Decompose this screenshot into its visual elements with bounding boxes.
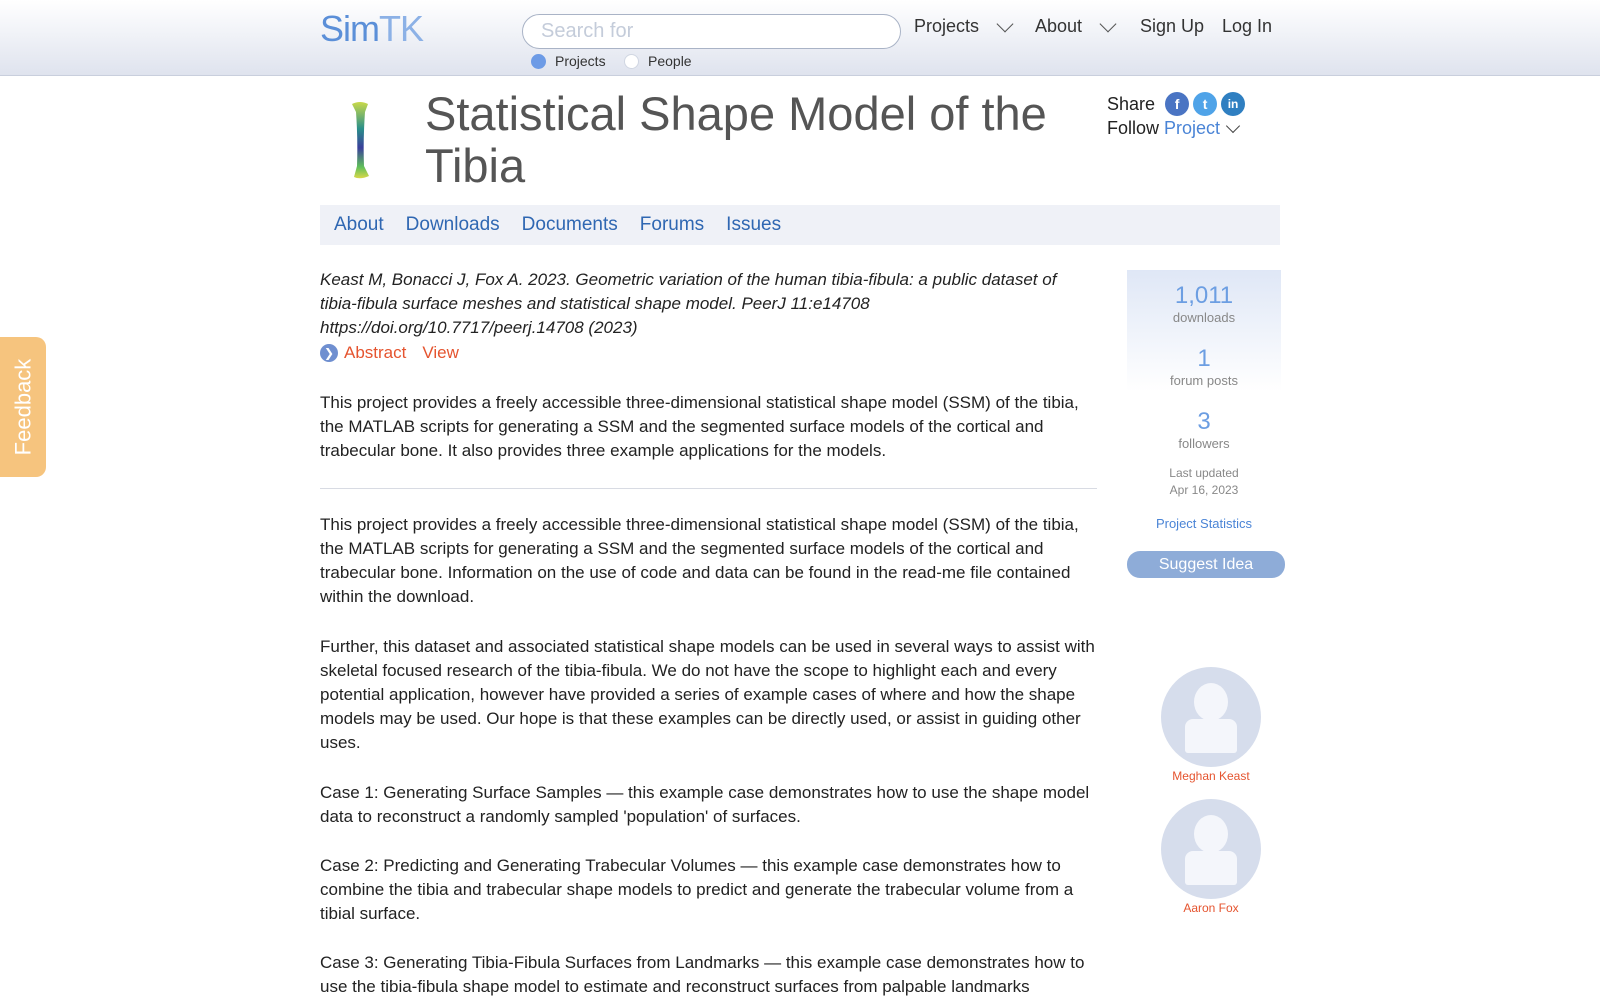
project-statistics-link[interactable]: Project Statistics: [1155, 516, 1253, 531]
tab-issues[interactable]: Issues: [726, 214, 782, 235]
followers-label: followers: [1178, 436, 1230, 451]
followers-count: 3: [1197, 408, 1211, 435]
project-stats: [1127, 270, 1281, 540]
case-paragraph: Case 1: Generating Surface Samples — this example case demonstrates how to use the shape model data to reconstruct a randomly sampled 'population' of surfaces.: [320, 783, 1090, 826]
forum-posts-label: forum posts: [1170, 373, 1238, 388]
nav-projects-label: Projects: [914, 16, 980, 36]
share-label: Share: [1107, 93, 1156, 114]
radio-projects-label: Projects: [555, 53, 606, 69]
chevron-down-icon: [997, 15, 1014, 32]
nav-login-label: Log In: [1222, 16, 1273, 36]
case-paragraph: Case 3: Generating Tibia-Fibula Surfaces from Landmarks — this example case demonstrates how to use the tibia-fibula shape model to estimate and reconstruct surfaces from palpable landmarks: [320, 953, 1085, 996]
downloads-label: downloads: [1172, 310, 1236, 325]
description-paragraph: Further, this dataset and associated statistical shape models can be used in several ways to assist with skeletal focused research of the tibia-fibula. We do not have the scope to highlight each and every potential application, however have provided a series of example cases of where and how the shape models may be used. Our hope is that these examples can be directly used, or assist in guiding other uses.: [320, 637, 1095, 752]
share-row: [1107, 92, 1245, 116]
forum-posts-count: 1: [1197, 345, 1211, 372]
description-paragraph: This project provides a freely accessible three-dimensional statistical shape model (SSM) of the tibia, the MATLAB scripts for generating a SSM and the segmented surface models of the cortical and trabecular bone. Information on the use of code and data can be found in the read-me file contained within the download.: [320, 515, 1079, 606]
nav-about[interactable]: [1035, 16, 1114, 37]
radio-projects-dot[interactable]: [531, 54, 546, 69]
chevron-down-icon[interactable]: [1226, 118, 1240, 132]
member-name-link[interactable]: Meghan Keast: [1172, 769, 1250, 783]
radio-people[interactable]: [624, 51, 692, 71]
member-name-link[interactable]: Aaron Fox: [1183, 901, 1239, 915]
tab-downloads[interactable]: Downloads: [405, 214, 500, 235]
radio-people-dot[interactable]: [624, 54, 639, 69]
tab-documents[interactable]: Documents: [521, 214, 618, 235]
nav-projects[interactable]: [914, 16, 1011, 37]
nav-signup[interactable]: [1140, 16, 1204, 37]
page-title: Statistical Shape Model of the Tibia: [425, 87, 1047, 192]
last-updated-label: Last updated: [1169, 466, 1239, 480]
user-avatar-icon[interactable]: [1161, 667, 1261, 767]
citation-text: Keast M, Bonacci J, Fox A. 2023. Geometric variation of the human tibia-fibula: a public dataset of tibia-fibula surface meshes and statistical shape model. PeerJ 11:e14708 https://doi.org/10.7717/peerj.14708 (2023): [320, 270, 1057, 337]
simtk-logo[interactable]: [320, 8, 423, 50]
tab-about[interactable]: About: [334, 214, 384, 235]
project-tabs: [320, 205, 1280, 245]
follow-project-link[interactable]: Project: [1164, 118, 1221, 138]
user-avatar-icon[interactable]: [1161, 799, 1261, 899]
follow-row: [1107, 118, 1238, 139]
divider: [320, 488, 1097, 489]
abstract-link[interactable]: Abstract: [344, 343, 407, 362]
feedback-label: Feedback: [10, 358, 35, 456]
logo-tk: TK: [379, 8, 424, 49]
radio-projects[interactable]: [531, 51, 606, 71]
follow-label: Follow: [1107, 118, 1160, 138]
downloads-count: 1,011: [1174, 282, 1234, 309]
site-header: [0, 0, 1600, 76]
tab-forums[interactable]: Forums: [639, 214, 705, 235]
linkedin-icon[interactable]: in: [1221, 92, 1245, 116]
radio-people-label: People: [648, 53, 692, 69]
nav-login[interactable]: [1222, 16, 1272, 37]
nav-signup-label: Sign Up: [1140, 16, 1205, 36]
case-paragraph: Case 2: Predicting and Generating Trabecular Volumes — this example case demonstrates how to combine the tibia and trabecular shape models to predict and generate the trabecular volume from a tibial surface.: [320, 856, 1074, 923]
abstract-row: [320, 343, 459, 363]
twitter-icon[interactable]: t: [1193, 92, 1217, 116]
last-updated-date: Apr 16, 2023: [1169, 483, 1239, 497]
facebook-icon[interactable]: f: [1165, 92, 1189, 116]
search-input[interactable]: [522, 14, 901, 49]
suggest-idea-button[interactable]: Suggest Idea: [1127, 551, 1285, 578]
tibia-model-icon: [348, 100, 372, 180]
logo-sim: Sim: [320, 8, 379, 49]
feedback-tab[interactable]: [0, 337, 46, 477]
summary-text: This project provides a freely accessible three-dimensional statistical shape model (SSM) of the tibia, the MATLAB scripts for generating a SSM and the segmented surface models of the cortical and trabecular bone. It also provides three example applications for the models.: [320, 393, 1079, 460]
view-link[interactable]: View: [422, 343, 459, 362]
nav-about-label: About: [1035, 16, 1083, 36]
chevron-right-icon[interactable]: ❯: [320, 344, 338, 362]
chevron-down-icon: [1100, 15, 1117, 32]
